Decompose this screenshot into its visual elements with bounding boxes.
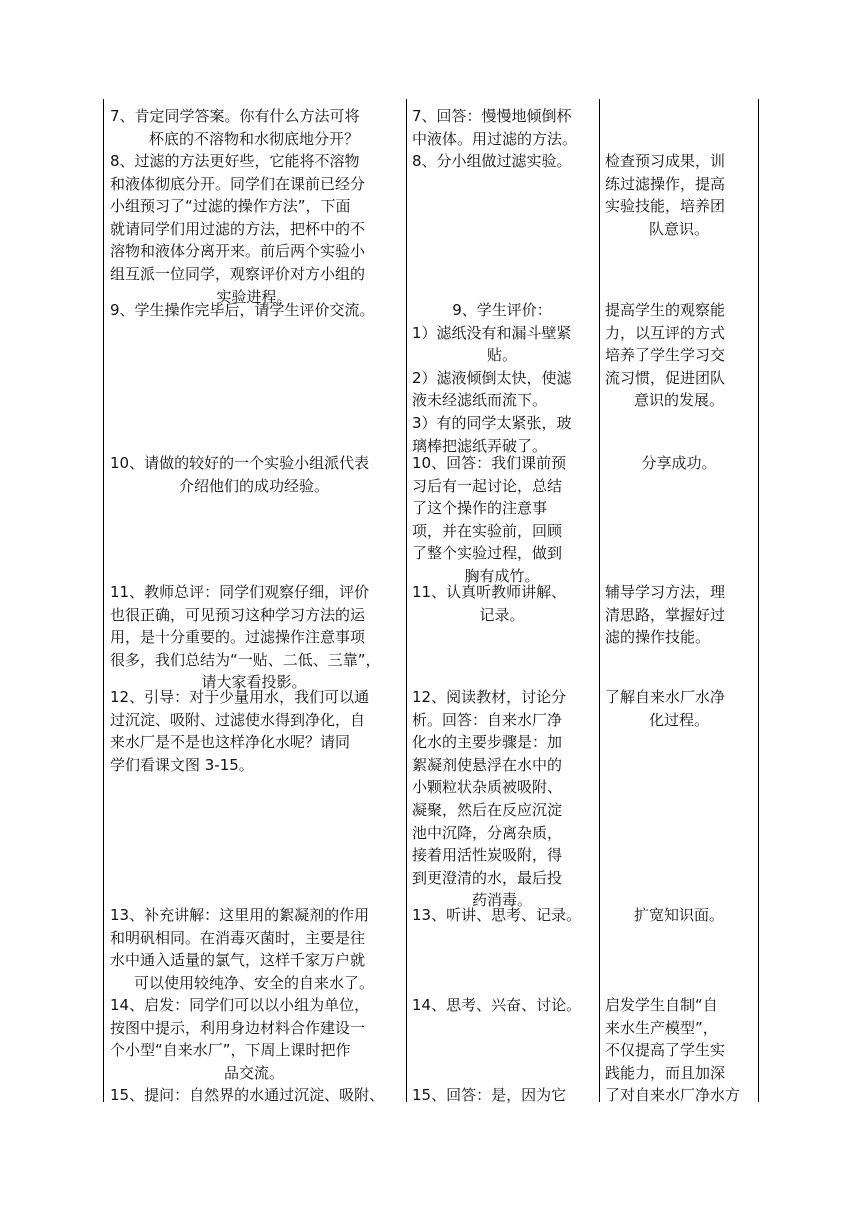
design-intent-11: 辅导学习方法，理 清思路，掌握好过 滤的操作技能。 [605, 583, 726, 647]
student-activity-11: 11、认真听教师讲解、 记录。 [412, 583, 567, 624]
teacher-activity-7: 7、肯定同学答案。你有什么方法可将 杯底的不溶物和水彻底地分开？ [110, 107, 360, 148]
design-intent-13: 扩宽知识面。 [633, 906, 724, 924]
student-activity-8: 8、分小组做过滤实验。 [412, 152, 572, 170]
student-activity-14: 14、思考、兴奋、讨论。 [412, 996, 582, 1014]
column-divider [406, 99, 407, 1102]
teacher-activity-10: 10、请做的较好的一个实验小组派代表 介绍他们的成功经验。 [110, 454, 370, 495]
teacher-activity-14: 14、启发：同学们可以以小组为单位， 按图中提示，利用身边材料合作建设一 个小型“自来水厂”，下周上课时把作 品交流。 [110, 996, 370, 1082]
teacher-activity-13: 13、补充讲解：这里用的絮凝剂的作用 和明矾相同。在消毒灭菌时，主要是往 水中通入适量的氯气，这样千家万户就 可以使用较纯净、安全的自来水了。 [110, 906, 374, 992]
teacher-activity-9: 9、学生操作完毕后，请学生评价交流。 [110, 301, 375, 319]
design-intent-12: 了解自来水厂水净 化过程。 [605, 688, 726, 729]
design-intent-10: 分享成功。 [641, 454, 717, 472]
student-activity-7: 7、回答：慢慢地倾倒杯 中液体。用过滤的方法。 [412, 107, 578, 148]
design-intent-8: 检查预习成果，训 练过滤操作，提高 实验技能，培养团 队意识。 [605, 152, 726, 238]
student-activity-9: 9、学生评价： 1）滤纸没有和漏斗壁紧 贴。 2）滤液倾倒太快，使滤 液未经滤纸而流下。 3）有的同学太紧张，玻 璃棒把滤纸弄破了。 [412, 301, 572, 455]
column-divider [599, 99, 600, 1102]
design-intent-14: 启发学生自制“自 来水生产模型”， 不仅提高了学生实 践能力，而且加深 了对自来水厂净水方 [605, 996, 741, 1105]
teacher-activity-11: 11、教师总评：同学们观察仔细，评价 也很正确，可见预习这种学习方法的运 用，是十分重要的。过滤操作注意事项 很多，我们总结为“一贴、二低、三靠”， 请大家看投影。 [110, 583, 381, 692]
teacher-activity-12: 12、引导：对于少量用水，我们可以通 过沉淀、吸附、过滤使水得到净化，自 来水厂是不是也这样净化水呢？请同 学们看课文图 3-15。 [110, 688, 370, 774]
teacher-activity-15: 15、提问：自然界的水通过沉淀、吸附、 [110, 1086, 385, 1104]
student-activity-10: 10、回答：我们课前预 习后有一起讨论，总结 了这个操作的注意事 项，并在实验前，回顾 了整个实验过程，做到 胸有成竹。 [412, 454, 567, 585]
lesson-plan-table [103, 99, 759, 1105]
design-intent-9: 提高学生的观察能 力，以互评的方式 培养了学生学习交 流习惯，促进团队 意识的发展。 [605, 301, 726, 410]
student-activity-13: 13、听讲、思考、记录。 [412, 906, 582, 924]
student-activity-12: 12、阅读教材，讨论分 析。回答：自来水厂净 化水的主要步骤是：加 絮凝剂使悬浮在水中的 小颗粒状杂质被吸附、 凝聚，然后在反应沉淀 池中沉降，分离杂质， 接着用活性炭吸附，得 到更澄清的水，最后投 药消毒。 [412, 688, 567, 910]
student-activity-15: 15、回答：是，因为它 [412, 1086, 567, 1104]
teacher-activity-8: 8、过滤的方法更好些，它能将不溶物 和液体彻底分开。同学们在课前已经分 小组预习了“过滤的操作方法”，下面 就请同学们用过滤的方法，把杯中的不 溶物和液体分离开来。前后两个实验小 组互派一位同学，观察评价对方小组的 实验进程。 [110, 152, 366, 306]
